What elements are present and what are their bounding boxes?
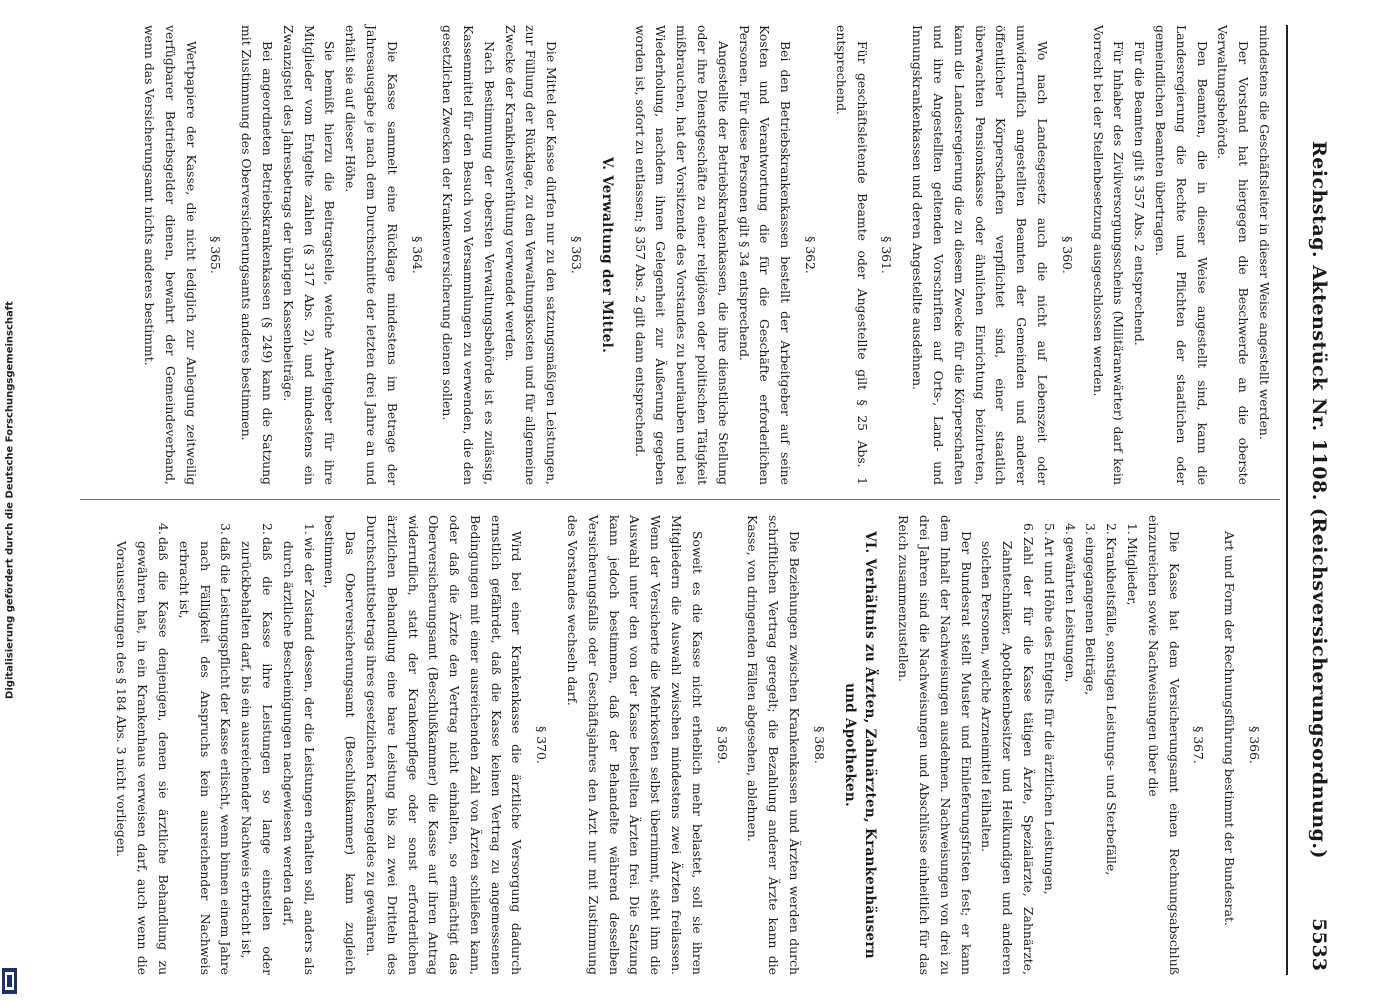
right-column [111, 515, 1274, 975]
paragraph: Bei den Betriebskrankenkassen bestellt der Arbeitgeber auf seine Kosten und Verantwortung die für die Geschäfte erforderlichen Personen. Für diese Personen gilt § 34 entsprechend. [736, 25, 794, 485]
list-item [235, 523, 277, 975]
paragraph: Sie bemißt hierzu die Beitragsteile, welche Arbeitgeber für ihre Mitglieder vom Entgelte zahlen (§ 317 Abs. 2), und mindestens ein Zwanzigstel des Jahresbetrags der übrigen Kassenbeiträge. [280, 25, 338, 485]
list-item [173, 523, 235, 975]
section-number: § 369. [714, 726, 730, 764]
column-divider [80, 499, 1280, 500]
paragraph: Für geschäftsleitende Beamte oder Angestellte gilt § 25 Abs. 1 entsprechend. [833, 25, 870, 485]
list-item [277, 523, 319, 975]
list-item [1121, 523, 1142, 975]
list-item [1059, 523, 1080, 975]
running-head [1286, 25, 1336, 975]
list-item [1038, 523, 1059, 975]
paragraph: Den Beamten, die in dieser Weise angestellt sind, kann die Landesregierung die Rechte und Pflichten der staatlichen oder gemeindlichen Beamten übertragen. [1153, 25, 1210, 485]
digitization-credit-text: Digitalisierung gefördert durch die Deutsche Forschungsgemeinschaft [4, 301, 16, 699]
section-number: § 366. [1247, 726, 1262, 764]
dfg-logo-icon [2, 968, 17, 994]
paragraph: Bei angeordneten Betriebskrankenkassen (§ 249) kann die Satzung mit Zustimmung des Oberversicherungsamts anderes bestimmen. [239, 25, 275, 485]
chapter-heading: V. Verwaltung der Mittel. [598, 156, 615, 354]
paragraph: Nach Bestimmung der obersten Verwaltungsbehörde ist es zulässig, Kassenmittel für den Besuch von Versammlungen zu verwenden, die den gesetzlichen Zwecken der Krankenversicherung dienen sollen. [440, 25, 497, 485]
section-number: § 363. [569, 236, 585, 274]
enumerated-list [111, 515, 319, 975]
list-item-text: wie der Zustand dessen, der die Leistungen erhalten soll, anders als durch ärztliche Bescheinigungen nachgewiesen werden darf, [280, 537, 317, 975]
list-item-number: 3. [218, 523, 234, 535]
left-column [138, 25, 1274, 485]
list-item-text: Zahl der für die Kasse tätigen Ärzte, Spezialärzte, Zahnärzte, Zahntechniker, Apothekenbesitzer und Heilkundigen und anderen solchen Personen, welche Arzneimittel feilhalten. [979, 537, 1037, 975]
paragraph: Die Kasse hat dem Versicherungsamt einen Rechnungsabschluß einzureichen sowie Nachweisungen über die [1145, 515, 1182, 975]
digitization-credit [0, 0, 20, 1000]
list-item-number: 6. [1021, 523, 1037, 535]
list-item-text: Mitglieder, [1125, 537, 1141, 606]
paragraph: Der Bundesrat stellt Muster und Einlieferungsfristen fest; er kann dem Inhalt der Nachweisungen ausdehnen. Nachweisungen von drei zu drei Jahren sind die Nachweisungen und Abschlüsse einheitlich für das Reich zusammenzustellen. [896, 515, 974, 975]
list-item-number: 2. [1104, 523, 1120, 535]
list-item [1100, 523, 1121, 975]
list-item-number: 1. [301, 523, 317, 535]
paragraph: Die Mittel der Kasse dürfen nur zu den satzungsmäßigen Leistungen, zur Füllung der Rücklage, zu den Verwaltungskosten und für allgemeine Zwecke der Krankheitsverhütung verwendet werden. [502, 25, 560, 485]
list-item-number: 4. [1062, 523, 1078, 535]
list-item-text: daß die Leistungspflicht der Kasse erlischt, wenn binnen einem Jahre nach Fälligkeit des Anspruchs kein ausreichender Nachweis erbracht ist, [176, 537, 234, 975]
list-item-number: 5. [1041, 523, 1057, 535]
paragraph: Für Inhaber des Zivilversorgungsscheins (Militäranwärter) darf kein Vorrecht bei der Stellenbesetzung ausgeschlossen werden. [1090, 25, 1127, 485]
section-number: § 367. [1191, 726, 1207, 764]
section-number: § 368. [811, 726, 827, 764]
section-number: § 360. [1059, 236, 1075, 274]
paragraph: mindestens die Geschäftsleiter in dieser Weise angestellt werden. [1257, 25, 1272, 440]
list-item-number: 3. [1083, 523, 1099, 535]
list-item-text: daß die Kasse denjenigen, denen sie ärztliche Behandlung zu gewähren hat, in ein Krankenhaus verweisen darf, auch wenn die Voraussetzungen des § 184 Abs. 3 nicht vorliegen. [114, 537, 171, 975]
list-item-text: gewährten Leistungen, [1062, 537, 1078, 683]
scanned-page [46, 25, 1336, 975]
page-number: 5533 [1308, 918, 1330, 971]
list-item-text: Art und Höhe des Entgelts für die ärztlichen Leistungen, [1041, 537, 1057, 895]
paragraph: Für die Beamten gilt § 357 Abs. 2 entsprechend. [1132, 41, 1148, 346]
section-number: § 364. [409, 236, 425, 274]
chapter-heading: VI. Verhältnis zu Ärzten, Zahnärzten, Krankenhäusern und Apotheken. [841, 531, 879, 959]
paragraph: Das Oberversicherungsamt (Beschlußkammer) kann zugleich bestimmen, [322, 515, 359, 975]
list-item-number: 4. [155, 523, 171, 535]
list-item [1080, 523, 1101, 975]
section-number: § 361. [879, 236, 895, 274]
list-item-text: daß die Kasse ihre Leistungen so lange einstellen oder zurückbehalten darf, bis ein ausreichender Nachweis erbracht ist, [239, 537, 275, 975]
section-number: § 362. [803, 236, 819, 274]
paragraph: Der Vorstand hat hiergegen die Beschwerde an die oberste Verwaltungsbehörde. [1215, 25, 1252, 485]
enumerated-list [976, 515, 1142, 975]
list-item [976, 523, 1038, 975]
section-number: § 370. [534, 726, 550, 764]
paragraph: Art und Form der Rechnungsführung bestimmt der Bundesrat. [1222, 531, 1238, 926]
running-head-title: Reichstag. Aktenstück Nr. 1108. (Reichsversicherungsordnung.) [1308, 140, 1330, 860]
list-item-text: eingegangenen Beiträge, [1083, 537, 1099, 696]
list-item-number: 2. [259, 523, 275, 535]
list-item-number: 1. [1125, 523, 1141, 535]
paragraph: Wertpapiere der Kasse, die nicht lediglich zur Anlegung zeitweilig verfügbarer Betriebsgelder dienen, bewahrt der Gemeindeverband, wenn das Versicherungsamt nichts anderes bestimmt. [141, 25, 199, 485]
paragraph: Angestellte der Betriebskrankenkassen, die ihre dienstliche Stellung oder ihre Dienstgeschäfte zu einer religiösen oder politischen Tätigkeit mißbrauchen, hat der Vorsitzende des Vorstandes zu beurlauben und bei Wiederholung, nachdem ihnen Gelegenheit zur Äußerung gegeben worden ist, sofort zu entlassen; § 357 Abs. 2 gilt dann entsprechend. [632, 25, 731, 485]
paragraph: Soweit es die Kasse nicht erheblich mehr belastet, soll sie ihren Mitgliedern die Auswahl zwischen mindestens zwei Ärzten freilassen. Wenn der Versicherte die Mehrkosten selbst übernimmt, steht ihm die Auswahl unter den von der Kasse bestellten Ärzten frei. Die Satzung kann jedoch bestimmen, daß der Behandelte während desselben Versicherungsfalls oder Geschäftsjahres den Arzt nur mit Zustimmung des Vorstandes wechseln darf. [565, 515, 705, 975]
list-item-text: Krankheitsfälle, sonstigen Leistungs- und Sterbefälle, [1104, 537, 1120, 876]
paragraph: Die Kasse sammelt eine Rücklage mindestens im Betrage der Jahresausgabe je nach dem Durchschnitte der letzten drei Jahre an und erhält sie auf dieser Höhe. [343, 25, 400, 485]
paragraph: Wird bei einer Krankenkasse die ärztliche Versorgung dadurch ernstlich gefährdet, daß die Kasse keinen Vertrag zu angemessenen Bedingungen mit einer ausreichenden Zahl von Ärzten schließen kann, oder daß die Ärzte den Vertrag nicht einhalten, so ermächtigt das Oberversicherungsamt (Beschlußkammer) die Kasse auf ihren Antrag widerruflich, statt der Krankenpflege oder sonst erforderlichen ärztlichen Behandlung eine bare Leistung bis zu zwei Dritteln des Durchschnittsbetrags ihres gesetzlichen Krankengeldes zu gewähren. [363, 515, 525, 975]
list-item [111, 523, 173, 975]
paragraph: Wo nach Landesgesetz auch die nicht auf Lebenszeit oder unwiderruflich angestellten Beamten der Gemeinden und anderer öffentlicher Körperschaften verpflichtet sind, einer staatlich überwachten Pensionskasse oder ähnlichen Einrichtung beizutreten, kann die Landesregierung die zu diesem Zwecke für die Körperschaften und ihre Angestellten geltenden Vorschriften auf Orts-, Land- und Innungskrankenkassen und deren Angestellte ausdehnen. [910, 25, 1051, 485]
paragraph: Die Beziehungen zwischen Krankenkassen und Ärzten werden durch schriftlichen Vertrag geregelt; die Bezahlung anderer Ärzte kann die Kasse, von dringenden Fällen abgesehen, ablehnen. [745, 515, 803, 975]
section-number: § 365. [208, 236, 224, 274]
